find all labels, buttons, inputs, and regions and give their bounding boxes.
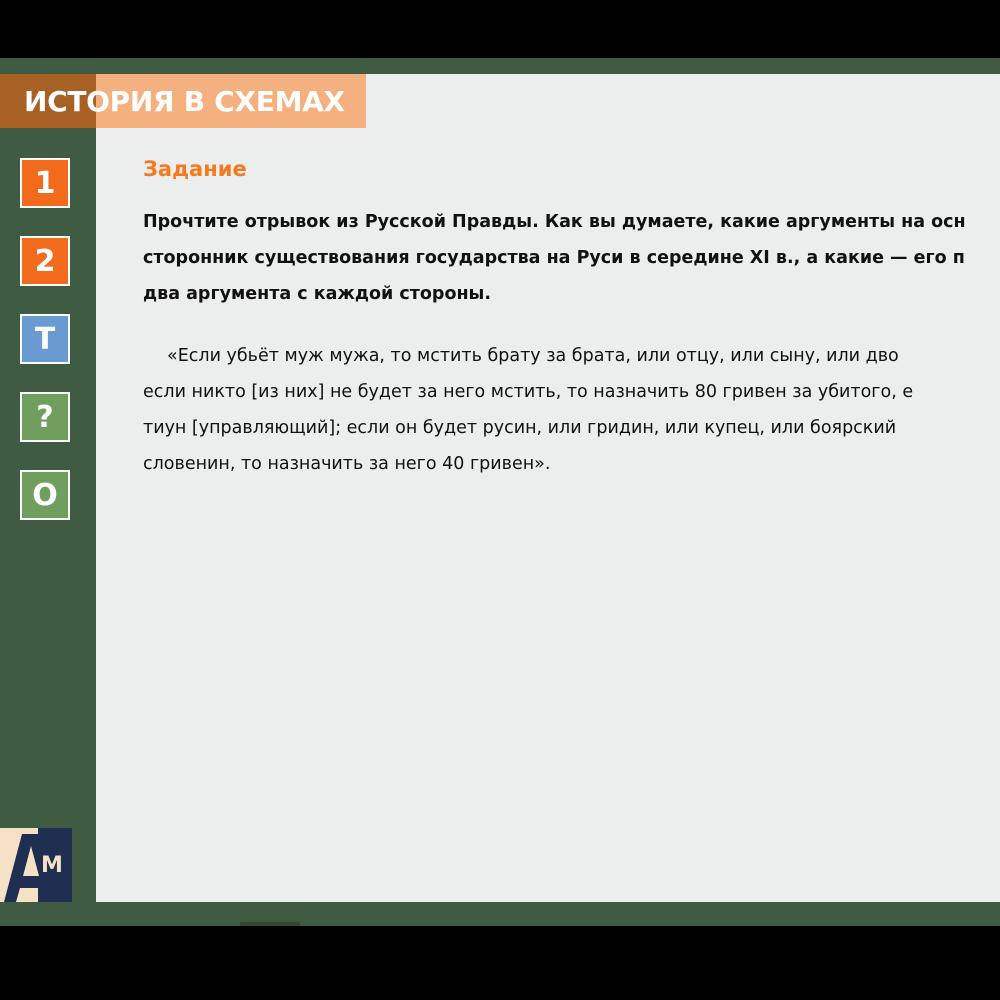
question-text bbox=[143, 204, 1000, 312]
am-logo-icon bbox=[0, 828, 72, 902]
nav-button-label: 2 bbox=[34, 243, 56, 279]
nav-button-label: Т bbox=[34, 321, 56, 357]
nav-button-label: ? bbox=[36, 399, 54, 435]
question-line: Прочтите отрывок из Русской Правды. Как вы думаете, какие аргументы на осн bbox=[143, 212, 966, 232]
question-line: сторонник существования государства на Руси в середине XI в., а какие — его п bbox=[143, 248, 965, 268]
content-panel bbox=[96, 74, 1000, 902]
nav-button-question[interactable] bbox=[20, 392, 70, 442]
nav-button-theory[interactable] bbox=[20, 314, 70, 364]
svg-text:M: M bbox=[41, 853, 63, 878]
quote-line: «Если убьёт муж мужа, то мстить брату за брата, или отцу, или сыну, или дво bbox=[167, 346, 899, 366]
page-title: ИСТОРИЯ В СХЕМАХ bbox=[24, 85, 345, 118]
bottom-divider bbox=[240, 922, 300, 926]
nav-button-answer[interactable] bbox=[20, 470, 70, 520]
nav-button-2[interactable] bbox=[20, 236, 70, 286]
nav-button-label: О bbox=[32, 477, 58, 513]
quote-line: тиун [управляющий]; если он будет русин, или гридин, или купец, или боярский bbox=[143, 418, 897, 438]
header-banner bbox=[0, 74, 366, 128]
nav-button-1[interactable] bbox=[20, 158, 70, 208]
quote-line: словенин, то назначить за него 40 гривен». bbox=[143, 454, 551, 474]
source-quote bbox=[143, 338, 1000, 482]
question-line: два аргумента с каждой стороны. bbox=[143, 284, 492, 304]
task-title: Задание bbox=[143, 157, 247, 181]
quote-line: если никто [из них] не будет за него мстить, то назначить 80 гривен за убитого, е bbox=[143, 382, 914, 402]
nav-button-label: 1 bbox=[34, 165, 56, 201]
